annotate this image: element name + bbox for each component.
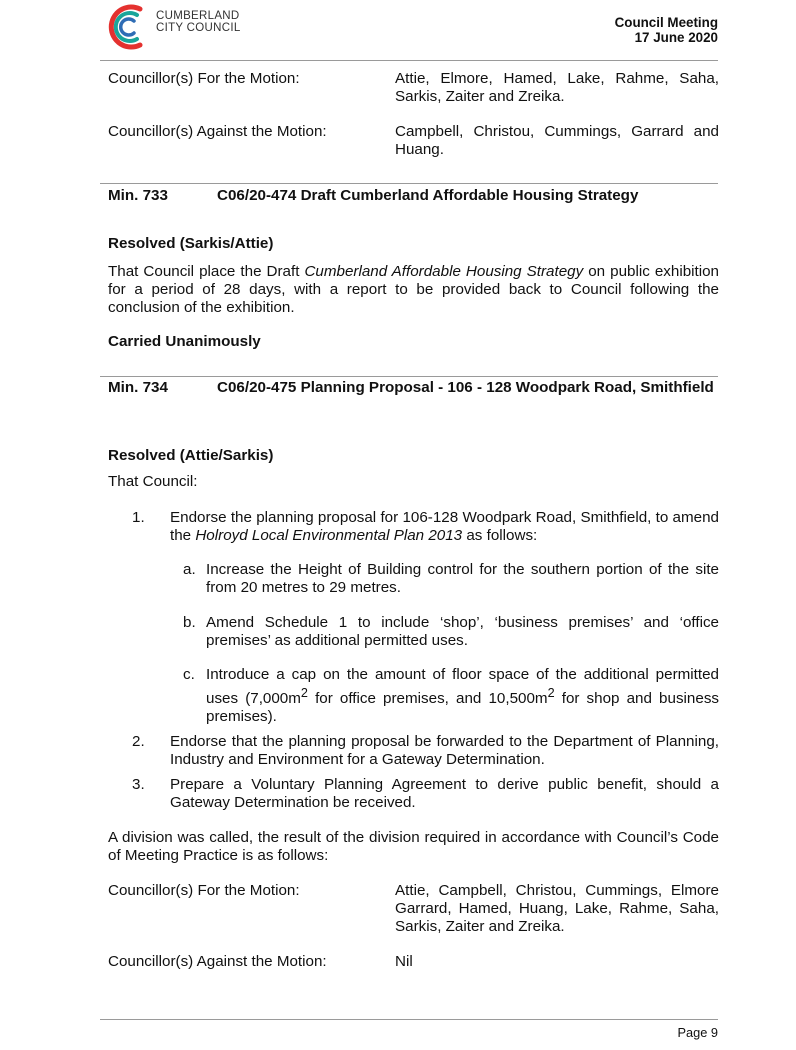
sub-item-c-letter: c. bbox=[183, 666, 195, 683]
division-statement: A division was called, the result of the division required in accordance with Council’s Code of Meeting Practice is as follows: bbox=[108, 829, 719, 864]
sub-item-c-text: Introduce a cap on the amount of floor space of the additional permitted uses ($7,000m^2$ for office premises, and $10,500m^2$ for shop and business premises). bbox=[206, 666, 720, 726]
sub-item-b-letter: b. bbox=[183, 614, 196, 631]
logo-line-1: CUMBERLAND bbox=[156, 10, 240, 22]
minute-733-rule bbox=[100, 183, 718, 184]
meeting-title: Council Meeting bbox=[614, 15, 718, 30]
division-against-names: Nil bbox=[395, 953, 413, 970]
council-logo bbox=[100, 0, 250, 56]
footer-rule bbox=[100, 1019, 718, 1020]
for-motion-names: Attie, Elmore, Hamed, Lake, Rahme, Saha, Sarkis, Zaiter and Zreika. bbox=[395, 70, 719, 105]
minute-733-outcome: Carried Unanimously bbox=[108, 333, 261, 350]
division-against-label: Councillor(s) Against the Motion: bbox=[108, 953, 327, 970]
sub-item-a-text: Increase the Height of Building control for the southern portion of the site from 20 metres to 29 metres. bbox=[206, 561, 719, 596]
logo-wordmark bbox=[156, 11, 241, 34]
header-rule bbox=[100, 60, 718, 61]
minute-733-title: C06/20-474 Draft Cumberland Affordable Housing Strategy bbox=[217, 187, 639, 204]
list-item-3-text: Prepare a Voluntary Planning Agreement to derive public benefit, should a Gateway Determination be received. bbox=[170, 776, 719, 811]
logo-line-2: CITY COUNCIL bbox=[156, 21, 241, 34]
meeting-header bbox=[615, 15, 718, 45]
minute-734-title: C06/20-475 Planning Proposal - 106 - 128 Woodpark Road, Smithfield bbox=[217, 379, 714, 396]
meeting-date: 17 June 2020 bbox=[634, 30, 718, 45]
sub-item-b-text: Amend Schedule 1 to include ‘shop’, ‘business premises’ and ‘office premises’ as additional permitted uses. bbox=[206, 614, 719, 649]
list-item-3-number: 3. bbox=[132, 776, 145, 793]
list-item-2-number: 2. bbox=[132, 733, 145, 750]
minute-734-rule bbox=[100, 376, 718, 377]
minute-734-intro: That Council: bbox=[108, 473, 198, 490]
list-item-2-text: Endorse that the planning proposal be forwarded to the Department of Planning, Industry and Environment for a Gateway Determination. bbox=[170, 733, 719, 768]
against-motion-label: Councillor(s) Against the Motion: bbox=[108, 123, 327, 140]
list-item-1-number: 1. bbox=[132, 509, 145, 526]
minute-733-resolved: Resolved (Sarkis/Attie) bbox=[108, 235, 274, 252]
page-number: Page 9 bbox=[677, 1025, 718, 1040]
minute-733-number: Min. 733 bbox=[108, 187, 168, 204]
division-for-names: Attie, Campbell, Christou, Cummings, Elmore Garrard, Hamed, Huang, Lake, Rahme, Saha, Sarkis, Zaiter and Zreika. bbox=[395, 882, 719, 935]
against-motion-names: Campbell, Christou, Cummings, Garrard and Huang. bbox=[395, 123, 719, 158]
sub-item-a-letter: a. bbox=[183, 561, 196, 578]
minute-734-number: Min. 734 bbox=[108, 379, 168, 396]
minute-733-resolution: That Council place the Draft Cumberland Affordable Housing Strategy on public exhibition for a period of 28 days, with a report to be provided back to Council following the conclusion of the exhibition. bbox=[108, 263, 719, 316]
minute-734-resolved: Resolved (Attie/Sarkis) bbox=[108, 447, 274, 464]
for-motion-label: Councillor(s) For the Motion: bbox=[108, 70, 300, 87]
cumberland-c-icon bbox=[100, 0, 154, 54]
list-item-1-text: Endorse the planning proposal for 106-128 Woodpark Road, Smithfield, to amend the Holroyd Local Environmental Plan 2013 as follows: bbox=[170, 509, 719, 544]
division-for-label: Councillor(s) For the Motion: bbox=[108, 882, 300, 899]
